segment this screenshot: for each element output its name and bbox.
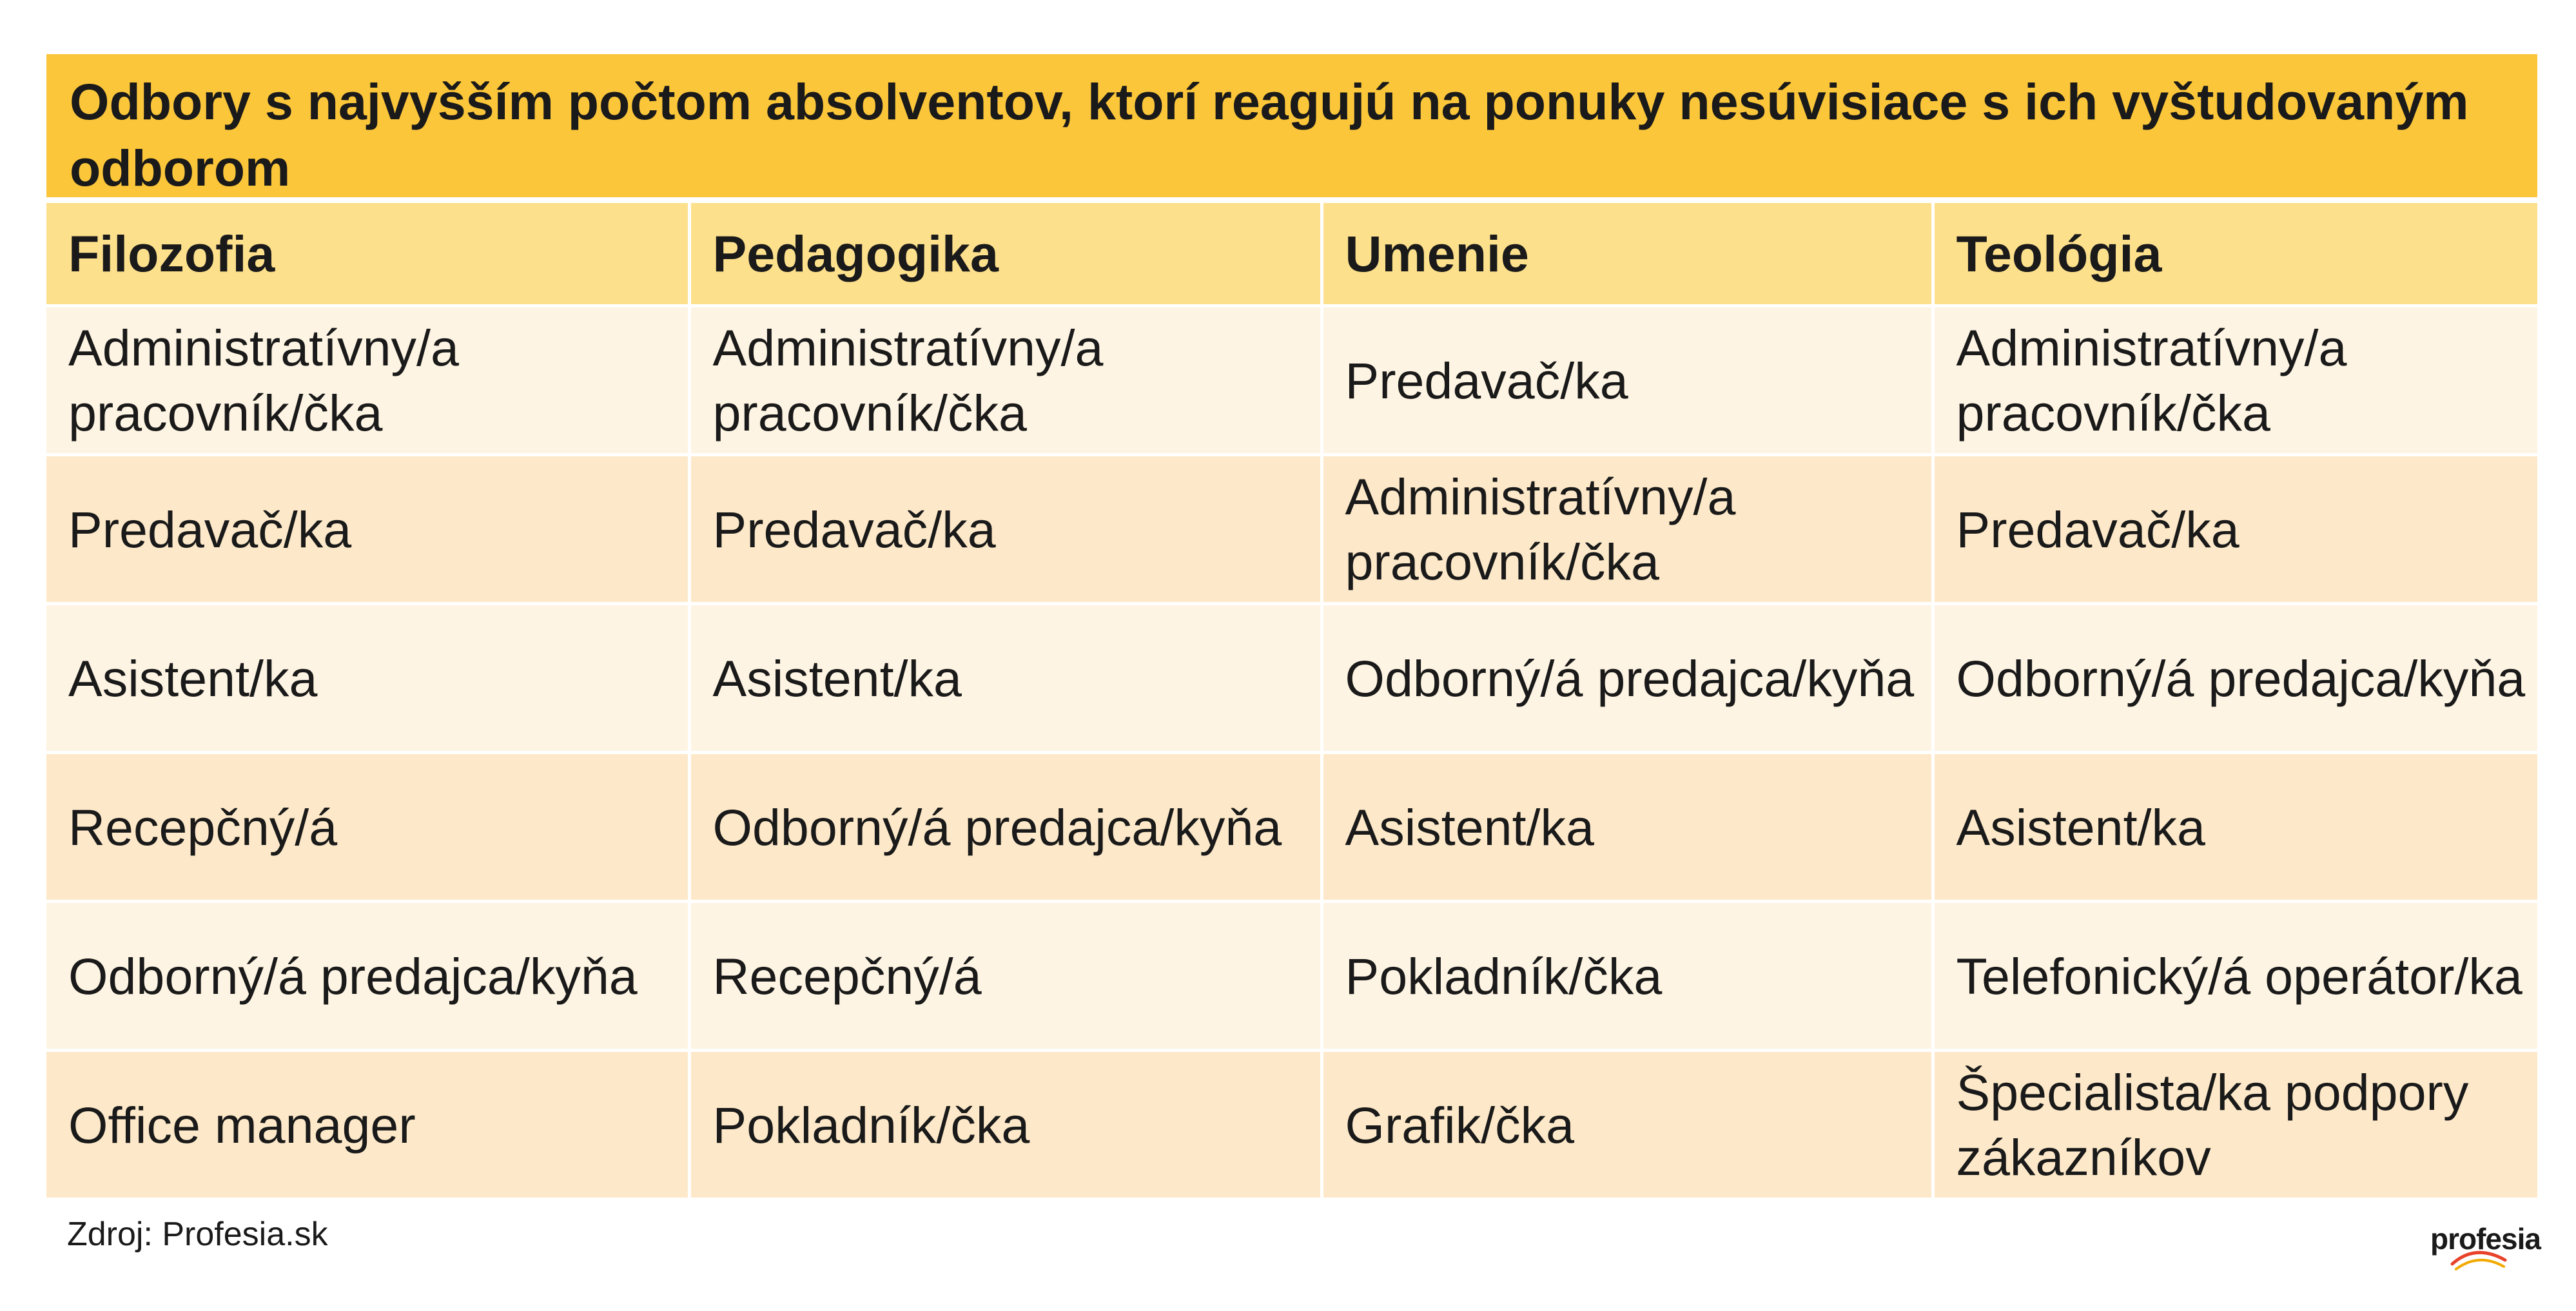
column-header: Filozofia xyxy=(46,202,689,306)
table-cell: Pokladník/čka xyxy=(689,1051,1322,1198)
table-row xyxy=(46,753,2537,902)
table-cell: Grafik/čka xyxy=(1322,1051,1933,1198)
table-cell: Recepčný/á xyxy=(689,902,1322,1051)
header-row xyxy=(46,202,2537,306)
table-cell: Odborný/á predajca/kyňa xyxy=(689,753,1322,902)
profesia-logo xyxy=(2430,1221,2541,1273)
column-header: Umenie xyxy=(1322,202,1933,306)
table-cell: Odborný/á predajca/kyňa xyxy=(1322,604,1933,753)
table-row xyxy=(46,902,2537,1051)
table-row xyxy=(46,306,2537,455)
table-cell: Odborný/á predajca/kyňa xyxy=(46,902,689,1051)
table-cell: Administratívny/a pracovník/čka xyxy=(689,306,1322,455)
table-cell: Administratívny/a pracovník/čka xyxy=(46,306,689,455)
logo-wordmark: profesia xyxy=(2430,1222,2541,1256)
table-title: Odbory s najvyšším počtom absolventov, ktorí reagujú na ponuky nesúvisiace s ich vyštudovaným odborom xyxy=(46,54,2537,197)
table-cell: Asistent/ka xyxy=(1933,753,2537,902)
occupation-table xyxy=(46,200,2537,1198)
table-cell: Administratívny/a pracovník/čka xyxy=(1322,455,1933,604)
table-cell: Office manager xyxy=(46,1051,689,1198)
table-cell: Telefonický/á operátor/ka xyxy=(1933,902,2537,1051)
logo-swoosh-icon xyxy=(2450,1247,2508,1273)
table-cell: Odborný/á predajca/kyňa xyxy=(1933,604,2537,753)
table-cell: Predavač/ka xyxy=(1933,455,2537,604)
source-note: Zdroj: Profesia.sk xyxy=(67,1216,328,1253)
table-cell: Špecialista/ka podpory zákazníkov xyxy=(1933,1051,2537,1198)
table-cell: Predavač/ka xyxy=(689,455,1322,604)
table-cell: Recepčný/á xyxy=(46,753,689,902)
table-row xyxy=(46,604,2537,753)
table-cell: Administratívny/a pracovník/čka xyxy=(1933,306,2537,455)
column-header: Teológia xyxy=(1933,202,2537,306)
table-row xyxy=(46,455,2537,604)
table-cell: Asistent/ka xyxy=(689,604,1322,753)
table-row xyxy=(46,1051,2537,1198)
table-cell: Pokladník/čka xyxy=(1322,902,1933,1051)
table-cell: Asistent/ka xyxy=(1322,753,1933,902)
table-cell: Asistent/ka xyxy=(46,604,689,753)
column-header: Pedagogika xyxy=(689,202,1322,306)
table-cell: Predavač/ka xyxy=(46,455,689,604)
table-frame xyxy=(46,54,2537,1198)
table-cell: Predavač/ka xyxy=(1322,306,1933,455)
